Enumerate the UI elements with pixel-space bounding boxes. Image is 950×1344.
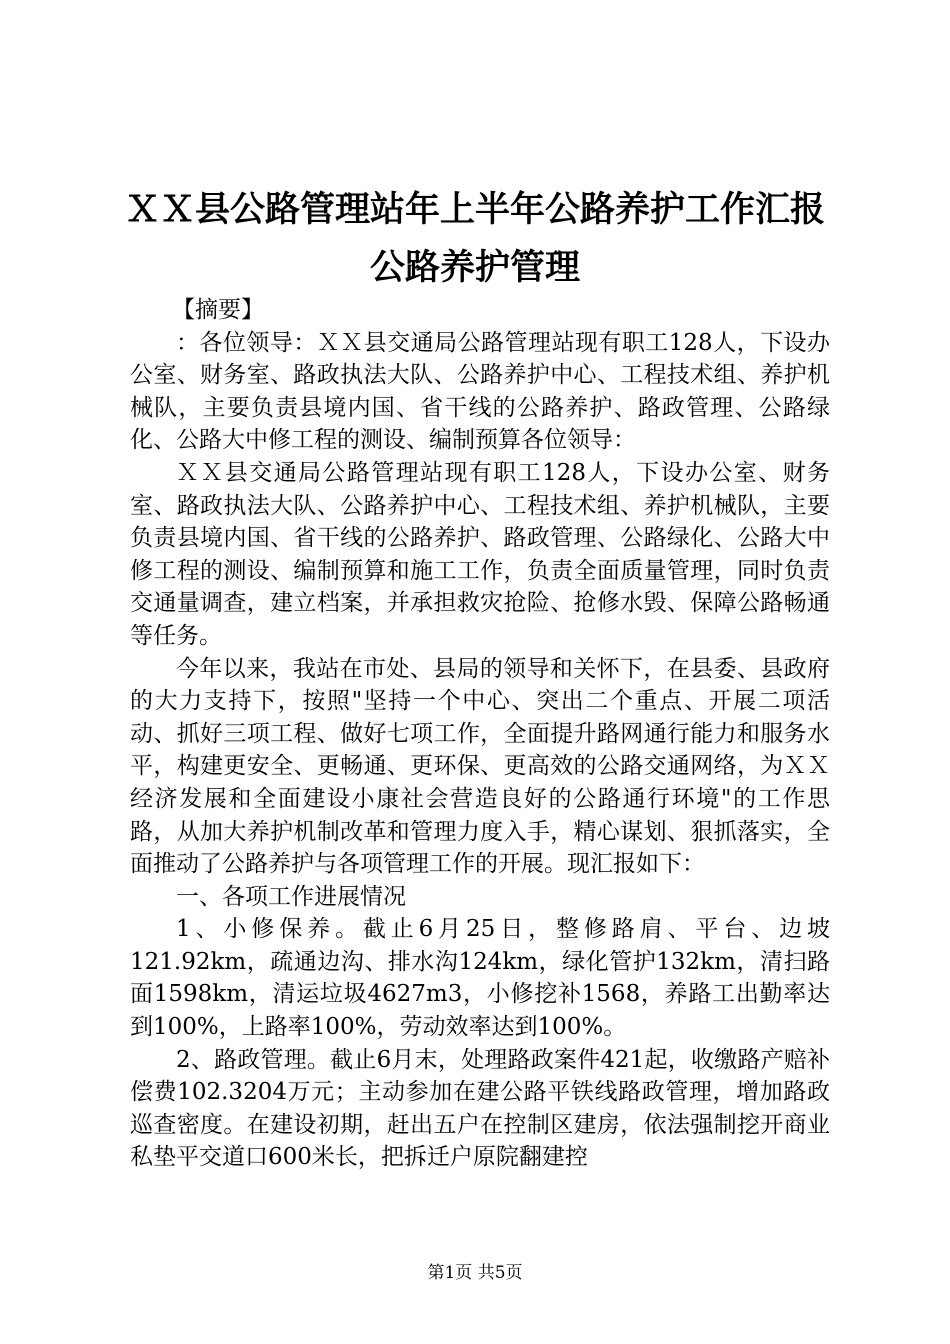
document-title: ＸＸ县公路管理站年上半年公路养护工作汇报 bbox=[124, 189, 825, 230]
document-body bbox=[130, 294, 830, 1174]
paragraph-abstract: ：各位领导：ＸＸ县交通局公路管理站现有职工128人，下设办公室、财务室、路政执法大队、公路养护中心、工程技术组、养护机械队，主要负责县境内国、省干线的公路养护、路政管理、公路绿化、公路大中修工程的测设、编制预算各位领导： bbox=[130, 329, 830, 454]
abstract-label: 【摘要】 bbox=[172, 297, 264, 323]
paragraph-intro: ＸＸ县交通局公路管理站现有职工128人，下设办公室、财务室、路政执法大队、公路养护中心、工程技术组、养护机械队，主要负责县境内国、省干线的公路养护、路政管理、公路绿化、公路大中修工程的测设、编制预算和施工工作，负责全面质量管理，同时负责交通量调查，建立档案，并承担救灾抢险、抢修水毁、保障公路畅通等任务。 bbox=[130, 459, 830, 649]
paragraph-road-administration: 2、路政管理。截止6月末，处理路政案件421起，收缴路产赔补偿费102.3204万元；主动参加在建公路平铁线路政管理，增加路政巡查密度。在建设初期，赶出五户在控制区建房，依法强制挖开商业私垫平交道口600米长，把拆迁户原院翻建控 bbox=[130, 1046, 830, 1171]
section-heading: 一、各项工作进展情况 bbox=[176, 883, 406, 910]
paragraph-overview: 今年以来，我站在市处、县局的领导和关怀下，在县委、县政府的大力支持下，按照"坚持一个中心、突出二个重点、开展二项活动、抓好三项工程、做好七项工作，全面提升路网通行能力和服务水平，构建更安全、更畅通、更环保、更高效的公路交通网络，为ＸＸ经济发展和全面建设小康社会营造良好的公路通行环境"的工作思路，从加大养护机制改革和管理力度入手，精心谋划、狠抓落实，全面推动了公路养护与各项管理工作的开展。现汇报如下： bbox=[130, 655, 830, 878]
page-indicator: 第1页 共5页 bbox=[427, 1263, 523, 1283]
document-subtitle: 公路养护管理 bbox=[369, 247, 580, 288]
paragraph-maintenance: 1、小修保养。截止6月25日，整修路肩、平台、边坡121.92km，疏通边沟、排水沟124km，绿化管护132km，清扫路面1598km，清运垃圾4627m3，小修挖补1568，养路工出勤率达到100%，上路率100%，劳动效率达到100%。 bbox=[130, 916, 830, 1041]
